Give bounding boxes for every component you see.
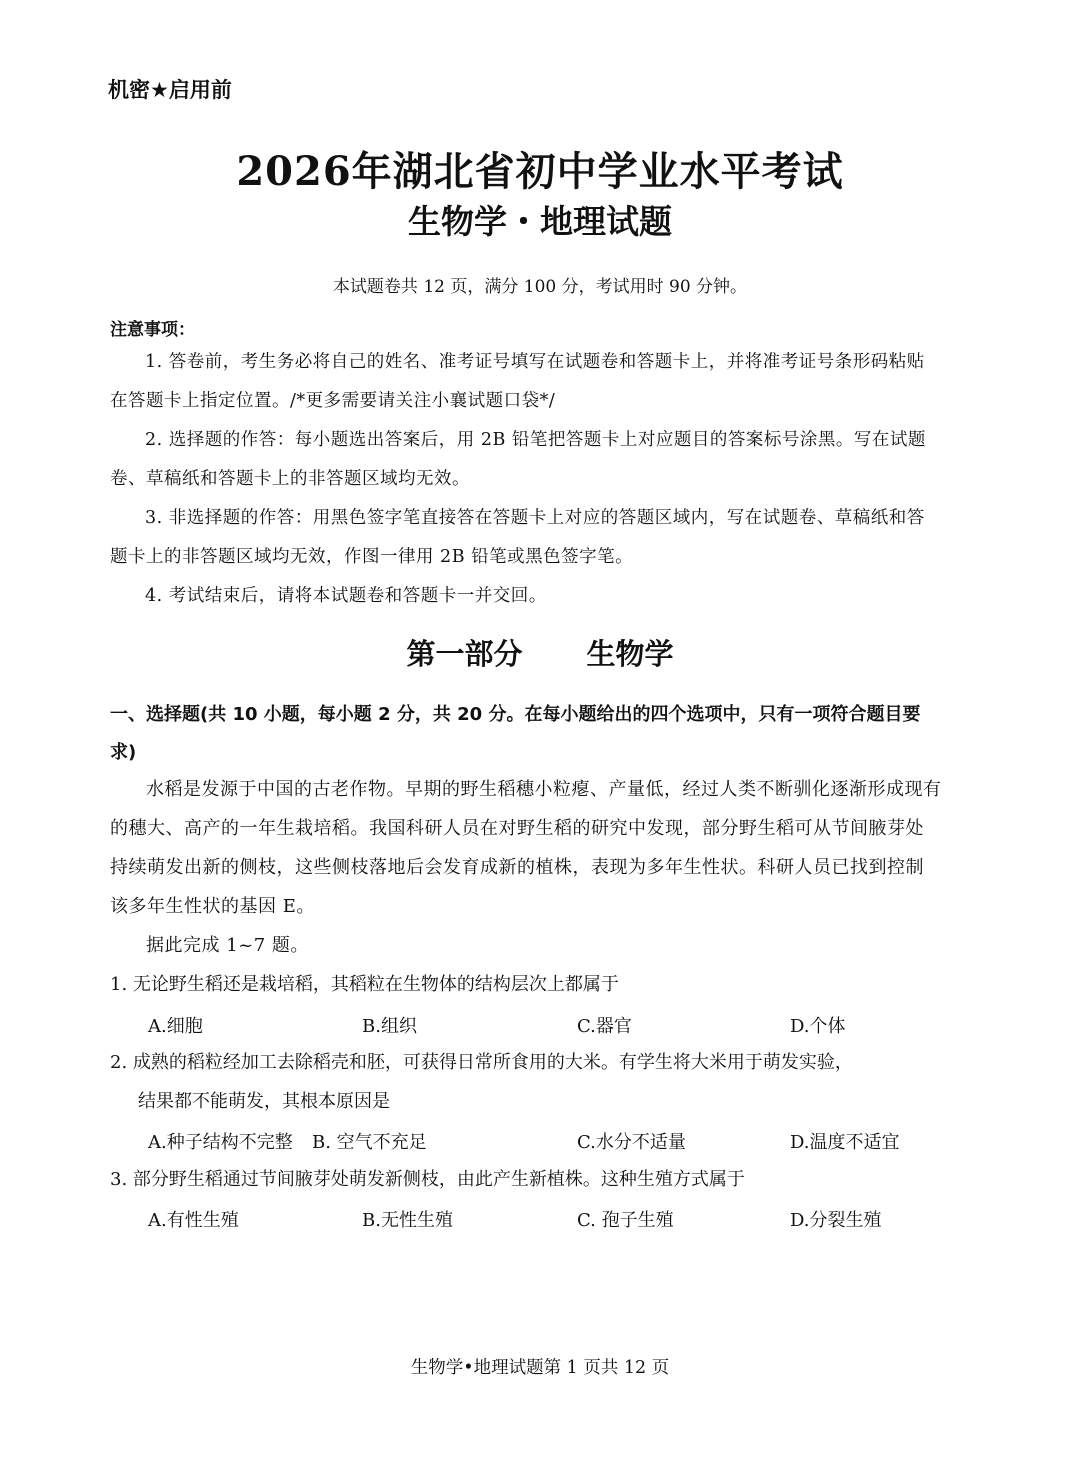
exam-info: 本试题卷共 12 页，满分 100 分，考试用时 90 分钟。 bbox=[332, 277, 748, 297]
passage-instruction: 据此完成 1~7 题。 bbox=[146, 935, 309, 956]
question-1-stem: 1. 无论野生稻还是栽培稻，其稻粒在生物体的结构层次上都属于 bbox=[110, 974, 619, 995]
question-2-option-a: A.种子结构不完整 bbox=[148, 1132, 293, 1153]
question-2-option-c: C.水分不适量 bbox=[577, 1132, 686, 1153]
notes-heading: 注意事项： bbox=[110, 320, 195, 340]
question-1-option-b: B.组织 bbox=[362, 1016, 417, 1037]
section-title bbox=[0, 632, 1080, 673]
question-1-option-c: C.器官 bbox=[577, 1016, 632, 1037]
section-subject: 生物学 bbox=[586, 637, 674, 671]
exam-title: 2026年湖北省初中学业水平考试 bbox=[236, 148, 844, 195]
exam-subtitle: 生物学・地理试题 bbox=[408, 202, 672, 241]
note-item-1: 1. 答卷前，考生务必将自己的姓名、准考证号填写在试题卷和答题卡上，并将准考证号条形码粘贴在答题卡上指定位置。/*更多需要请关注小襄试题口袋*/ bbox=[110, 352, 925, 411]
note-item-4: 4. 考试结束后，请将本试题卷和答题卡一并交回。 bbox=[145, 586, 547, 606]
question-3-option-c: C. 孢子生殖 bbox=[577, 1210, 674, 1231]
question-2-option-b: B. 空气不充足 bbox=[312, 1132, 427, 1153]
question-3-stem: 3. 部分野生稻通过节间腋芽处萌发新侧枝，由此产生新植株。这种生殖方式属于 bbox=[110, 1169, 745, 1190]
question-3-option-b: B.无性生殖 bbox=[362, 1210, 453, 1231]
reading-passage: 水稻是发源于中国的古老作物。早期的野生稻穗小粒瘪、产量低，经过人类不断驯化逐渐形成现有的穗大、高产的一年生栽培稻。我国科研人员在对野生稻的研究中发现，部分野生稻可从节间腋芽处持续萌发出新的侧枝，这些侧枝落地后会发育成新的植株，表现为多年生性状。科研人员已找到控制该多年生性状的基因 E。 bbox=[110, 779, 942, 917]
note-item-2: 2. 选择题的作答：每小题选出答案后，用 2B 铅笔把答题卡上对应题目的答案标号涂黑。写在试题卷、草稿纸和答题卡上的非答题区域均无效。 bbox=[110, 430, 926, 489]
question-1-option-a: A.细胞 bbox=[148, 1016, 203, 1037]
question-2-option-d: D.温度不适宜 bbox=[790, 1132, 900, 1153]
question-3-option-a: A.有性生殖 bbox=[148, 1210, 239, 1231]
page-footer: 生物学•地理试题第 1 页共 12 页 bbox=[410, 1358, 670, 1378]
question-2-stem-cont: 结果都不能萌发，其根本原因是 bbox=[138, 1091, 390, 1112]
section-part: 第一部分 bbox=[406, 637, 523, 671]
question-2-stem: 2. 成熟的稻粒经加工去除稻壳和胚，可获得日常所食用的大米。有学生将大米用于萌发实验， bbox=[110, 1052, 853, 1073]
question-1-option-d: D.个体 bbox=[790, 1016, 846, 1037]
choice-section-heading: 一、选择题(共 10 小题，每小题 2 分，共 20 分。在每小题给出的四个选项中，只有一项符合题目要求) bbox=[110, 704, 921, 763]
question-3-option-d: D.分裂生殖 bbox=[790, 1210, 882, 1231]
confidential-label: 机密★启用前 bbox=[108, 78, 232, 102]
note-item-3: 3. 非选择题的作答：用黑色签字笔直接答在答题卡上对应的答题区域内，写在试题卷、草稿纸和答题卡上的非答题区域均无效，作图一律用 2B 铅笔或黑色签字笔。 bbox=[110, 508, 925, 567]
